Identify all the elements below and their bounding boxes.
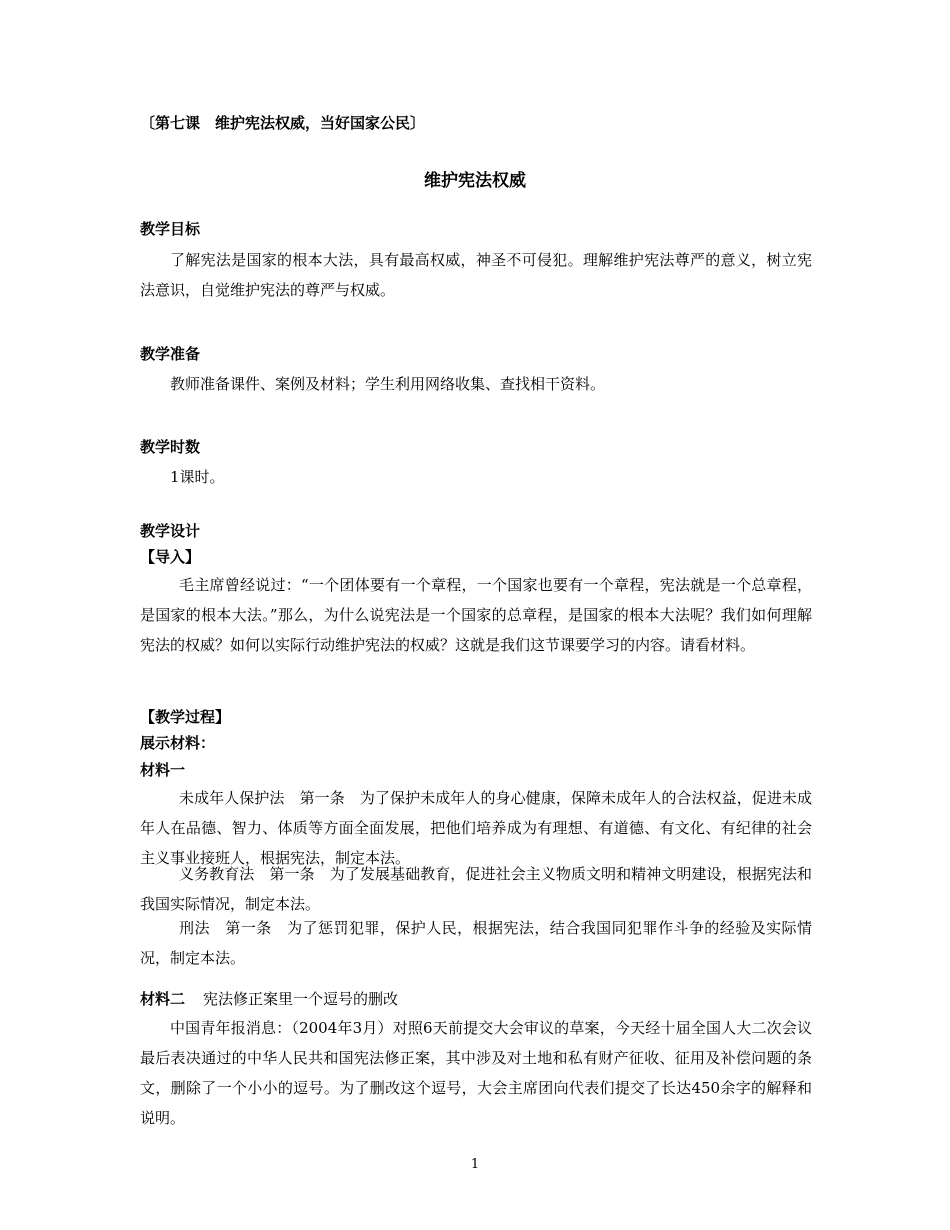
material-two-label: 材料二 — [140, 990, 186, 1008]
process-heading: 【教学过程】 — [140, 708, 231, 726]
hours-heading: 教学时数 — [140, 438, 201, 456]
lesson-line: 〔第七课 维护宪法权威，当好国家公民〕 — [140, 114, 426, 132]
prep-heading: 教学准备 — [140, 345, 201, 363]
material-two-heading — [140, 984, 812, 1014]
prep-text: 教师准备课件、案例及材料；学生利用网络收集、查找相干资料。 — [170, 375, 606, 393]
material-one-p1: 未成年人保护法 第一条 为了保护未成年人的身心健康，保障未成年人的合法权益，促进未成年人在品德、智力、体质等方面全面发展，把他们培养成为有理想、有道德、有文化、有纪律的社会主义事业接班人，根据宪法，制定本法。 — [140, 789, 812, 867]
hours-text: 1课时。 — [170, 468, 225, 486]
material-two-text: 中国青年报消息：（2004年3月）对照6天前提交大会审议的草案，今天经十届全国人大二次会议最后表决通过的中华人民共和国宪法修正案，其中涉及对土地和私有财产征收、征用及补偿问题的条文，删除了一个小小的逗号。为了删改这个逗号，大会主席团向代表们提交了长达450余字的解释和说明。 — [140, 1019, 812, 1127]
material-one-p3: 刑法 第一条 为了惩罚犯罪，保护人民，根据宪法，结合我国同犯罪作斗争的经验及实际情况，制定本法。 — [140, 919, 812, 967]
material-one-label: 材料一 — [140, 761, 186, 779]
page-number: 1 — [470, 1157, 480, 1172]
page-title: 维护宪法权威 — [424, 171, 526, 191]
intro-label: 【导入】 — [140, 548, 201, 566]
goal-heading: 教学目标 — [140, 220, 201, 238]
intro-text: 毛主席曾经说过：“一个团体要有一个章程，一个国家也要有一个章程，宪法就是一个总章程，是国家的根本大法。”那么，为什么说宪法是一个国家的总章程，是国家的根本大法呢？我们如何理解宪法的权威？如何以实际行动维护宪法的权威？这就是我们这节课要学习的内容。请看材料。 — [140, 576, 812, 654]
material-one-p2: 义务教育法 第一条 为了发展基础教育，促进社会主义物质文明和精神文明建设，根据宪法和我国实际情况，制定本法。 — [140, 865, 812, 913]
design-heading: 教学设计 — [140, 522, 201, 540]
goal-text: 了解宪法是国家的根本大法，具有最高权威，神圣不可侵犯。理解维护宪法尊严的意义，树立宪法意识，自觉维护宪法的尊严与权威。 — [140, 251, 812, 299]
material-two-subtitle: 宪法修正案里一个逗号的删改 — [203, 990, 399, 1008]
show-material-label: 展示材料： — [140, 734, 216, 752]
